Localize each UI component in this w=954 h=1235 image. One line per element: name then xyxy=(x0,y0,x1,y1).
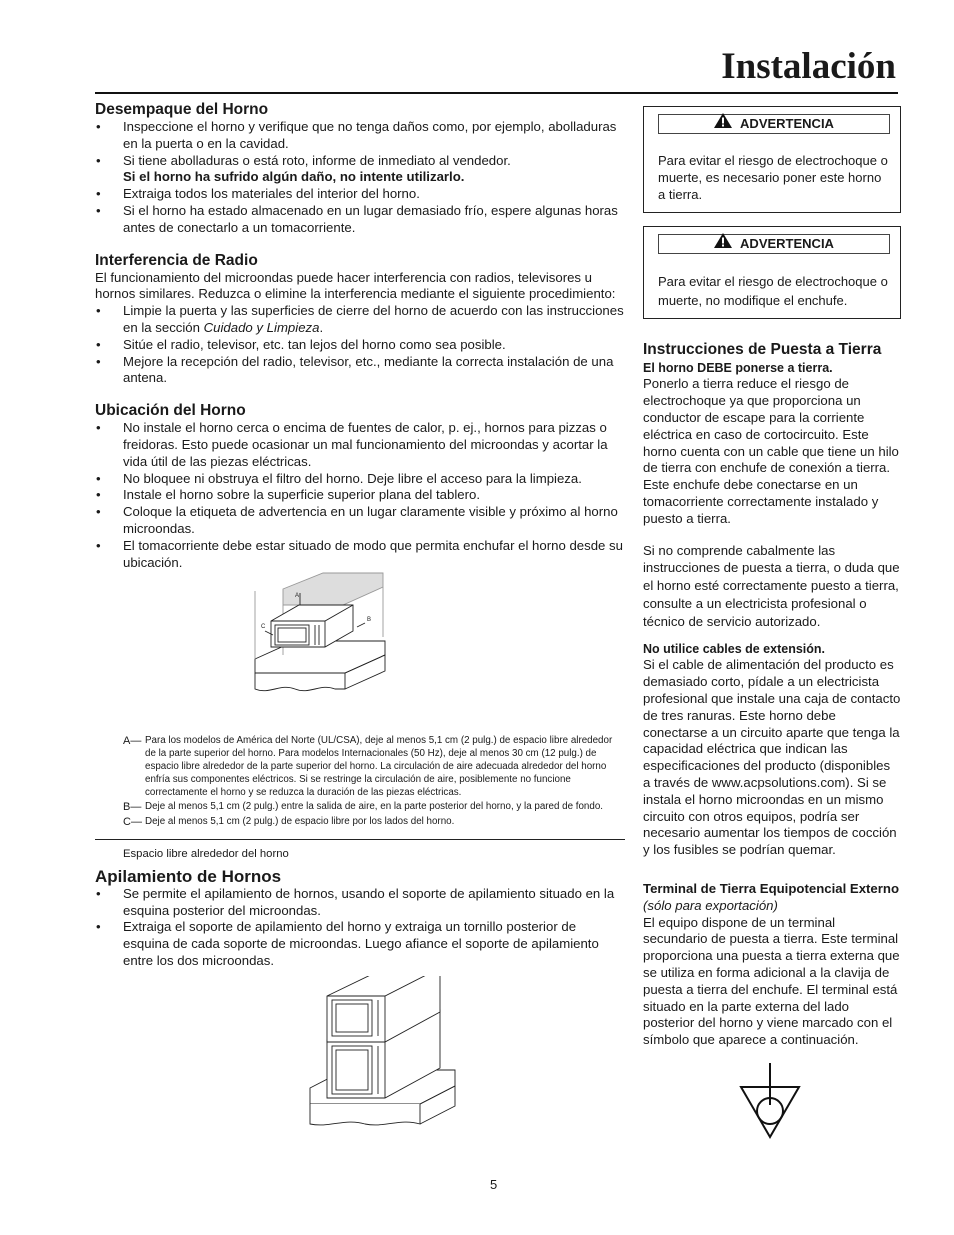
radio-list xyxy=(95,303,625,387)
grounding-bold-intro: El horno DEBE ponerse a tierra. xyxy=(643,360,833,375)
page-title: Instalación xyxy=(721,46,896,87)
list-item: • Si el horno ha estado almacenado en un lugar demasiado frío, espere algunas horas antes de conectarlo a un tomacorriente. xyxy=(95,203,625,237)
radio-intro: El funcionamiento del microondas puede hacer interferencia con radios, televisores u hornos similares. Reduzca o elimine la interferencia mediante el siguiente procedimiento: xyxy=(95,269,616,302)
list-item: • Instale el horno sobre la superficie superior plana del tablero. xyxy=(95,487,625,504)
warning-triangle-icon xyxy=(714,113,732,133)
warning-triangle-icon xyxy=(714,233,732,253)
title-rule xyxy=(95,92,898,94)
list-item: • El tomacorriente debe estar situado de modo que permita enchufar el horno desde su ubicación. xyxy=(95,538,625,572)
location-list xyxy=(95,420,625,571)
unpack-heading: Desempaque del Horno xyxy=(95,101,269,118)
list-item-text: Si tiene abolladuras o está roto, informe de inmediato al vendedor. xyxy=(123,152,511,168)
grounding-paragraph: Si no comprende cabalmente las instrucciones de puesta a tierra, o duda que el horno esté correctamente puesto a tierra, consulte a un electricista profesional o técnico de servicio autorizado. xyxy=(643,542,900,629)
note-key: B— xyxy=(123,801,142,814)
left-column xyxy=(95,100,625,1126)
note-a xyxy=(123,735,625,799)
warning-text: Para evitar el riesgo de electrochoque o muerte, no modifique el enchufe. xyxy=(658,273,888,308)
list-item xyxy=(95,303,625,337)
grounding-heading: Instrucciones de Puesta a Tierra xyxy=(643,340,882,358)
section-reference: Cuidado y Limpieza xyxy=(203,319,320,335)
damage-warning-text: Si el horno ha sufrido algún daño, no intente utilizarlo. xyxy=(123,169,465,185)
list-item: • Coloque la etiqueta de advertencia en un lugar claramente visible y próximo al horno microondas. xyxy=(95,504,625,538)
unpack-list xyxy=(95,119,625,237)
terminal-section xyxy=(643,881,901,1144)
figure-caption: Espacio libre alrededor del horno xyxy=(123,847,289,860)
note-text: Deje al menos 5,1 cm (2 pulg.) entre la salida de aire, en la parte posterior del horno, y la pared de fondo. xyxy=(145,801,603,813)
list-item: • No bloquee ni obstruya el filtro del horno. Deje libre el acceso para la limpieza. xyxy=(95,471,625,488)
list-item: • Se permite el apilamiento de hornos, usando el soporte de apilamiento situado en la esquina posterior del microondas. xyxy=(95,886,625,920)
note-text: Para los modelos de América del Norte (UL/CSA), deje al menos 5,1 cm (2 pulg.) de espacio libre alrededor de la parte superior del horno. Para modelos Internacionales (50 Hz), deje al menos 30 cm (12 pulg.) de espacio libre alrededor de la parte superior del horno. La circulación de aire adecuada alrededor del horno enfría sus componentes eléctricos. Si se restringe la circulación de aire, posiblemente no funcione correctamente el horno y se reduzca la duración de las piezas eléctricas. xyxy=(145,735,613,798)
warning-text: Para evitar el riesgo de electrochoque o muerte, es necesario poner este horno a tierra. xyxy=(658,153,888,203)
oven-clearance-illustration xyxy=(95,571,625,733)
grounding-section xyxy=(643,339,901,859)
warning-header xyxy=(658,114,890,134)
stacking-list xyxy=(95,886,625,970)
list-item: • Sitúe el radio, televisor, etc. tan lejos del horno como sea posible. xyxy=(95,337,625,354)
list-item-end: . xyxy=(319,319,324,335)
warning-label: ADVERTENCIA xyxy=(740,116,834,131)
list-item: • Extraiga el soporte de apilamiento del horno y extraiga un tornillo posterior de esquina de cada soporte de microondas. Luego afiance el soporte de apilamiento entre los dos microondas. xyxy=(95,919,625,969)
location-section xyxy=(95,401,625,863)
warning-header xyxy=(658,234,890,254)
clearance-diagram xyxy=(95,571,625,733)
note-key: C— xyxy=(123,816,142,829)
list-item: • Extraiga todos los materiales del interior del horno. xyxy=(95,186,625,203)
list-item-text: Limpie la puerta y las superficies de cierre del horno de acuerdo con las instrucciones en la sección xyxy=(123,303,624,335)
list-item: • No instale el horno cerca o encima de fuentes de calor, p. ej., hornos para pizzas o freidoras. Esto puede ocasionar un mal funcionamiento del microondas y acortar la vida útil de las piezas eléctricas. xyxy=(95,420,625,470)
stacked-ovens-diagram xyxy=(95,976,625,1126)
list-item xyxy=(95,153,625,187)
location-heading: Ubicación del Horno xyxy=(95,402,246,420)
page-number: 5 xyxy=(490,1177,498,1192)
list-item: • Inspeccione el horno y verifique que no tenga daños como, por ejemplo, abolladuras en la puerta o en la cavidad. xyxy=(95,119,625,153)
stacked-ovens-illustration xyxy=(95,976,625,1126)
caption-rule xyxy=(95,839,625,840)
radio-heading: Interferencia de Radio xyxy=(95,251,258,269)
grounding-paragraph: Si el cable de alimentación del producto es demasiado corto, pídale a un electricista profesional que instale una caja de contacto de tres ranuras. Este horno debe conectarse a un circuito aparte que tenga la capacidad eléctrica que indican las especificaciones del producto (disponibles a través de www.acpsolutions.com). Si se instala el horno microondas en un mismo circuito con otros equipos, podría ser necesario aumentar los tiempos de cocción y los fusibles se podrían quemar. xyxy=(643,657,901,858)
terminal-heading xyxy=(643,881,901,915)
terminal-note: (sólo para exportación) xyxy=(643,897,778,913)
note-text: Deje al menos 5,1 cm (2 pulg.) de espacio libre por los lados del horno. xyxy=(145,816,455,828)
label-b: B xyxy=(367,617,372,624)
stacking-section xyxy=(95,867,625,1126)
note-c xyxy=(123,816,625,829)
radio-section xyxy=(95,251,625,388)
grounding-paragraph: Ponerlo a tierra reduce el riesgo de electrochoque ya que proporciona un conductor de escape para la corriente eléctrica en caso de cortocircuito. Este horno cuenta con un cable que tiene un hilo de tierra con enchufe de conexión a tierra. Este enchufe debe conectarse en un tomacorriente correctamente instalado y puesto a tierra. xyxy=(643,376,899,526)
label-a: A xyxy=(295,593,300,600)
warning-box-plug xyxy=(643,226,901,319)
terminal-paragraph: El equipo dispone de un terminal secundario de puesta a tierra. Este terminal proporciona una puesta a tierra externa que se utiliza en forma adicional a la clavija de puesta a tierra del enchufe. El terminal está situado en la parte externa del lado posterior del horno y viene marcado con el símbolo que aparece a continuación. xyxy=(643,914,900,1048)
clearance-notes xyxy=(95,735,625,829)
stacking-heading: Apilamiento de Hornos xyxy=(95,866,282,886)
note-key: A— xyxy=(123,735,142,748)
label-c: C xyxy=(261,624,266,631)
right-column xyxy=(643,100,901,1144)
equipotential-symbol-icon xyxy=(739,1063,901,1144)
unpack-section xyxy=(95,100,625,237)
warning-label: ADVERTENCIA xyxy=(740,235,834,251)
note-b xyxy=(123,801,625,814)
extension-cord-warning: No utilice cables de extensión. xyxy=(643,641,826,656)
terminal-heading-text: Terminal de Tierra Equipotencial Externo xyxy=(643,880,900,896)
list-item: • Mejore la recepción del radio, televisor, etc., mediante la correcta instalación de una antena. xyxy=(95,354,625,388)
warning-box-grounding xyxy=(643,106,901,213)
